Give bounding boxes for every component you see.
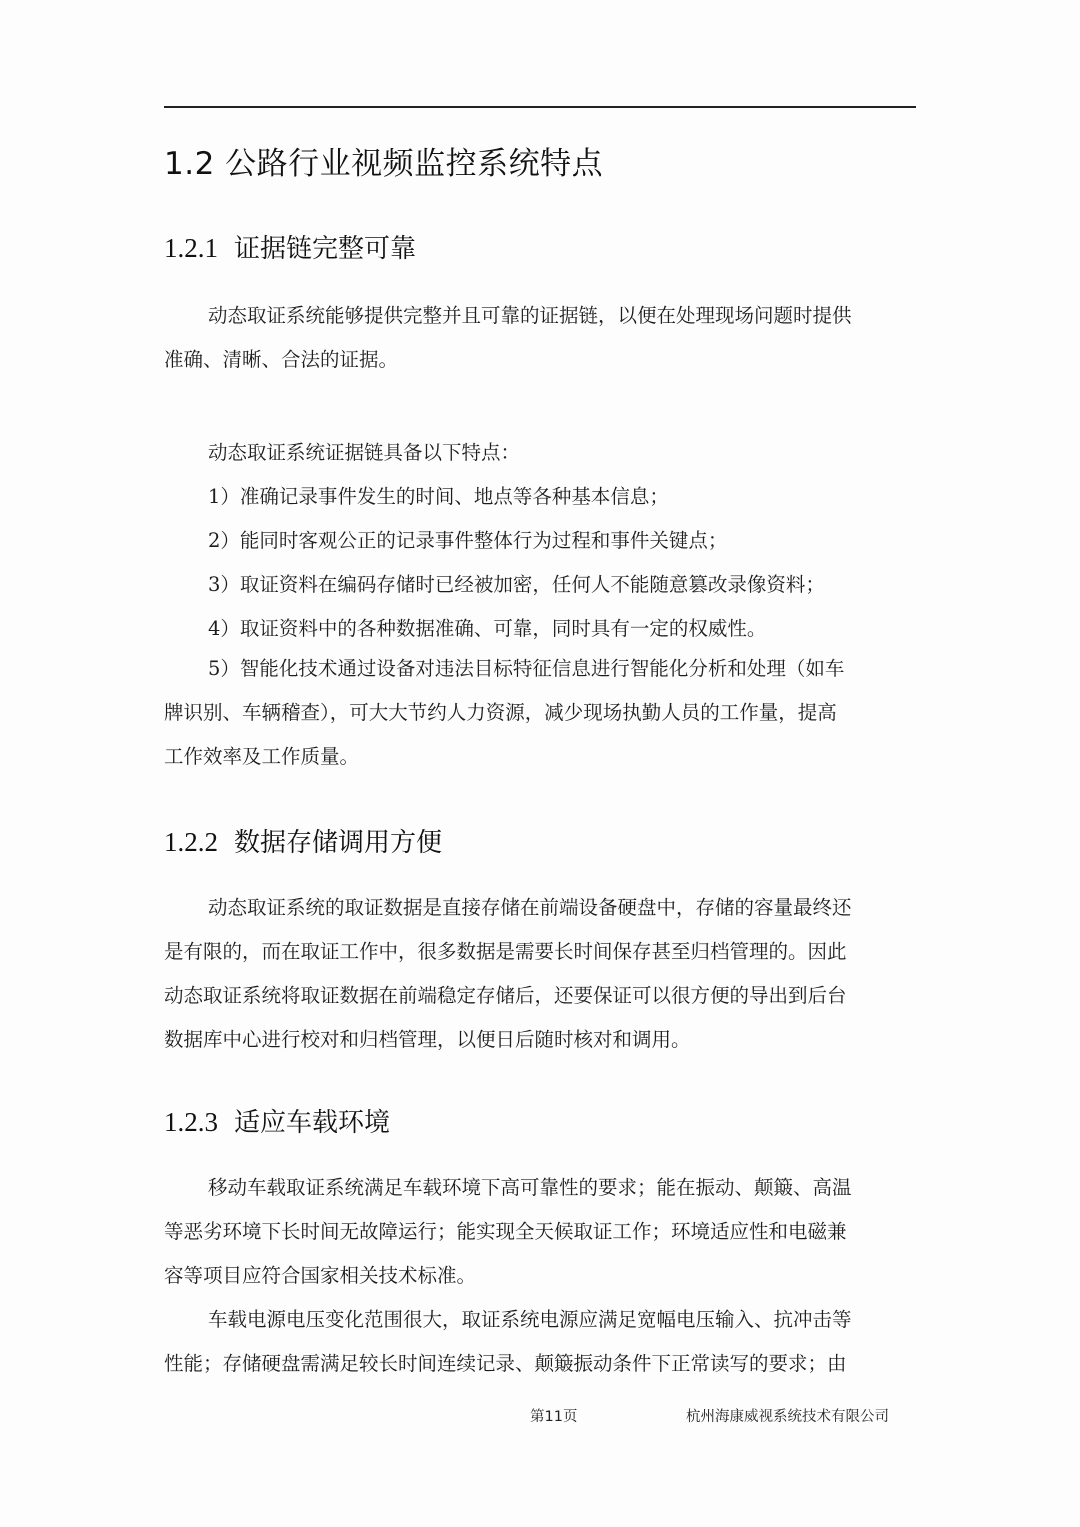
text-line: 准确、清晰、合法的证据。: [164, 348, 399, 371]
subsection-title: 证据链完整可靠: [234, 234, 417, 264]
paragraph: [164, 294, 916, 382]
list-item: 2）能同时客观公正的记录事件整体行为过程和事件关键点；: [208, 529, 728, 552]
list-item: [164, 647, 916, 779]
list-item: 3）取证资料在编码存储时已经被加密，任何人不能随意篡改录像资料；: [208, 573, 825, 596]
subsection-heading-1-2-2: [164, 822, 442, 859]
subsection-heading-1-2-3: [164, 1102, 390, 1139]
section-heading: 1.2 公路行业视频监控系统特点: [164, 146, 604, 182]
text-line: 动态取证系统的取证数据是直接存储在前端设备硬盘中，存储的容量最终还: [208, 896, 852, 919]
list-intro: 动态取证系统证据链具备以下特点：: [208, 441, 521, 464]
text-line: 是有限的，而在取证工作中，很多数据是需要长时间保存甚至归档管理的。因此: [164, 940, 847, 963]
subsection-heading-1-2-1: [164, 228, 416, 265]
paragraph: [164, 1166, 916, 1298]
page-number: 第11页: [530, 1409, 578, 1425]
subsection-number: 1.2.1: [164, 233, 218, 263]
text-line: 等恶劣环境下长时间无故障运行；能实现全天候取证工作；环境适应性和电磁兼: [164, 1220, 847, 1243]
text-line: 车载电源电压变化范围很大，取证系统电源应满足宽幅电压输入、抗冲击等: [208, 1308, 852, 1331]
text-line: 容等项目应符合国家相关技术标准。: [164, 1264, 477, 1287]
company-name: 杭州海康威视系统技术有限公司: [686, 1409, 889, 1425]
text-line: 动态取证系统能够提供完整并且可靠的证据链，以便在处理现场问题时提供: [208, 304, 852, 327]
paragraph: [164, 1298, 916, 1386]
subsection-title: 数据存储调用方便: [234, 828, 443, 858]
subsection-number: 1.2.2: [164, 827, 218, 857]
text-line: 工作效率及工作质量。: [164, 745, 360, 768]
paragraph: [164, 886, 916, 1062]
text-line: 牌识别、车辆稽查），可大大节约人力资源，减少现场执勤人员的工作量，提高: [164, 701, 837, 724]
list-item: 4）取证资料中的各种数据准确、可靠，同时具有一定的权威性。: [208, 617, 767, 640]
text-line: 数据库中心进行校对和归档管理，以便日后随时核对和调用。: [164, 1028, 691, 1051]
text-line: 移动车载取证系统满足车载环境下高可靠性的要求；能在振动、颠簸、高温: [208, 1176, 852, 1199]
header-rule: [164, 106, 916, 108]
list-item: 1）准确记录事件发生的时间、地点等各种基本信息；: [208, 485, 669, 508]
subsection-number: 1.2.3: [164, 1107, 218, 1137]
text-line: 动态取证系统将取证数据在前端稳定存储后，还要保证可以很方便的导出到后台: [164, 984, 847, 1007]
text-line: 5）智能化技术通过设备对违法目标特征信息进行智能化分析和处理（如车: [208, 657, 845, 680]
subsection-title: 适应车载环境: [234, 1108, 391, 1138]
text-line: 性能；存储硬盘需满足较长时间连续记录、颠簸振动条件下正常读写的要求；由: [164, 1352, 847, 1375]
